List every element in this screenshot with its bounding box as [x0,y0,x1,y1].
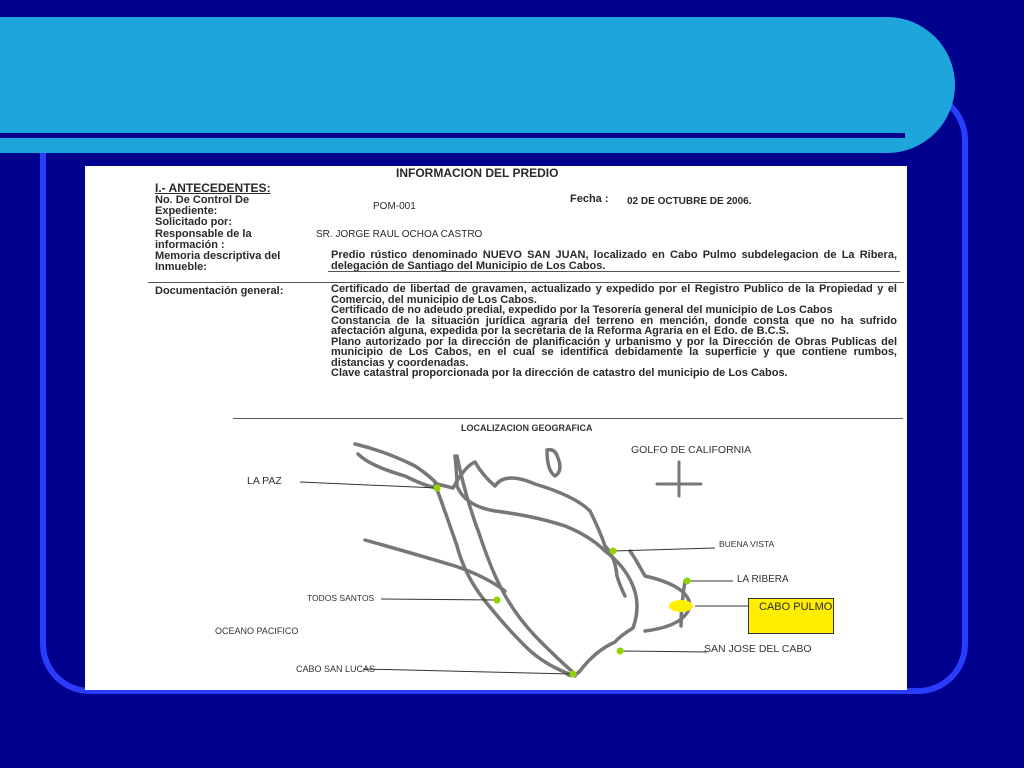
doc-item: Certificado de libertad de gravamen, actualizado y expedido por el Registro Publico de la Propiedad y el Comercio, del municipio de Los Cabos. [331,283,897,306]
label-golfo: GOLFO DE CALIFORNIA [631,444,752,456]
marker-cabo-pulmo [669,600,693,612]
label-la-paz: LA PAZ [247,475,282,487]
control-value: POM-001 [373,201,416,212]
memoria-label: Memoria descriptiva del Inmueble: [155,250,281,273]
leader-san-jose [620,651,707,652]
label-la-ribera: LA RIBERA [737,574,789,585]
memoria-value: Predio rústico denominado NUEVO SAN JUAN, localizado en Cabo Pulmo subdelegacion de La Ribera, delegación de Santiago del Municipio de Los Cabos. [331,249,897,272]
solicitado-label: Solicitado por: [155,216,232,228]
leader-cabo-san-lucas [363,669,573,674]
marker-la-paz [434,485,441,492]
doc-item: Certificado de no adeudo predial, expedido por la Tesorería general del municipio de Los Cabos [331,304,833,316]
responsable-label: Responsable de la información : [155,228,252,251]
leader-todos-santos [381,599,497,600]
responsable-value: SR. JORGE RAUL OCHOA CASTRO [316,229,483,240]
banner-divider [0,133,905,138]
marker-san-jose [617,648,624,655]
marker-buena-vista [610,548,617,555]
fecha-label: Fecha : [570,193,609,205]
peninsula-inner [457,456,575,674]
section-heading: I.- ANTECEDENTES: [155,181,271,195]
documentacion-label: Documentación general: [155,285,284,297]
marker-la-ribera [684,578,691,585]
label-todos-santos: TODOS SANTOS [307,593,375,603]
marker-todos-santos [494,597,501,604]
island [547,450,560,476]
scanned-document [85,166,907,690]
label-cabo-san-lucas: CABO SAN LUCAS [296,664,376,674]
doc-item: Plano autorizado por la dirección de planificación y urbanismo y por la Dirección de Obras Publicas del municipio de Los Cabos, en el cual se identifica debidamente la superficie y que contiene rumbos, distancias y coordenadas. [331,335,897,369]
marker-cabo-san-lucas [570,671,577,678]
map-title: LOCALIZACION GEOGRAFICA [461,423,593,433]
label-san-jose: SAN JOSE DEL CABO [704,643,812,655]
compass-cross [657,462,701,496]
leader-buena-vista [613,548,715,551]
label-oceano: OCEANO PACIFICO [215,626,299,636]
document-title: INFORMACION DEL PREDIO [396,166,559,180]
fecha-value: 02 DE OCTUBRE DE 2006. [627,196,752,207]
label-cabo-pulmo: CABO PULMO [748,598,834,634]
coast-north [355,444,625,596]
label-buena-vista: BUENA VISTA [719,539,775,549]
doc-item: Constancia de la situación jurídica agraria del terreno en mención, donde consta que no ha sufrido afectación alguna, expedida por la secretaria de la Reforma Agraria en el Edo. de B.C.S. [331,314,897,337]
doc-item: Clave catastral proporcionada por la dirección de catastro del municipio de Los Cabos. [331,367,788,379]
control-label: No. De Control De Expediente: [155,194,250,217]
